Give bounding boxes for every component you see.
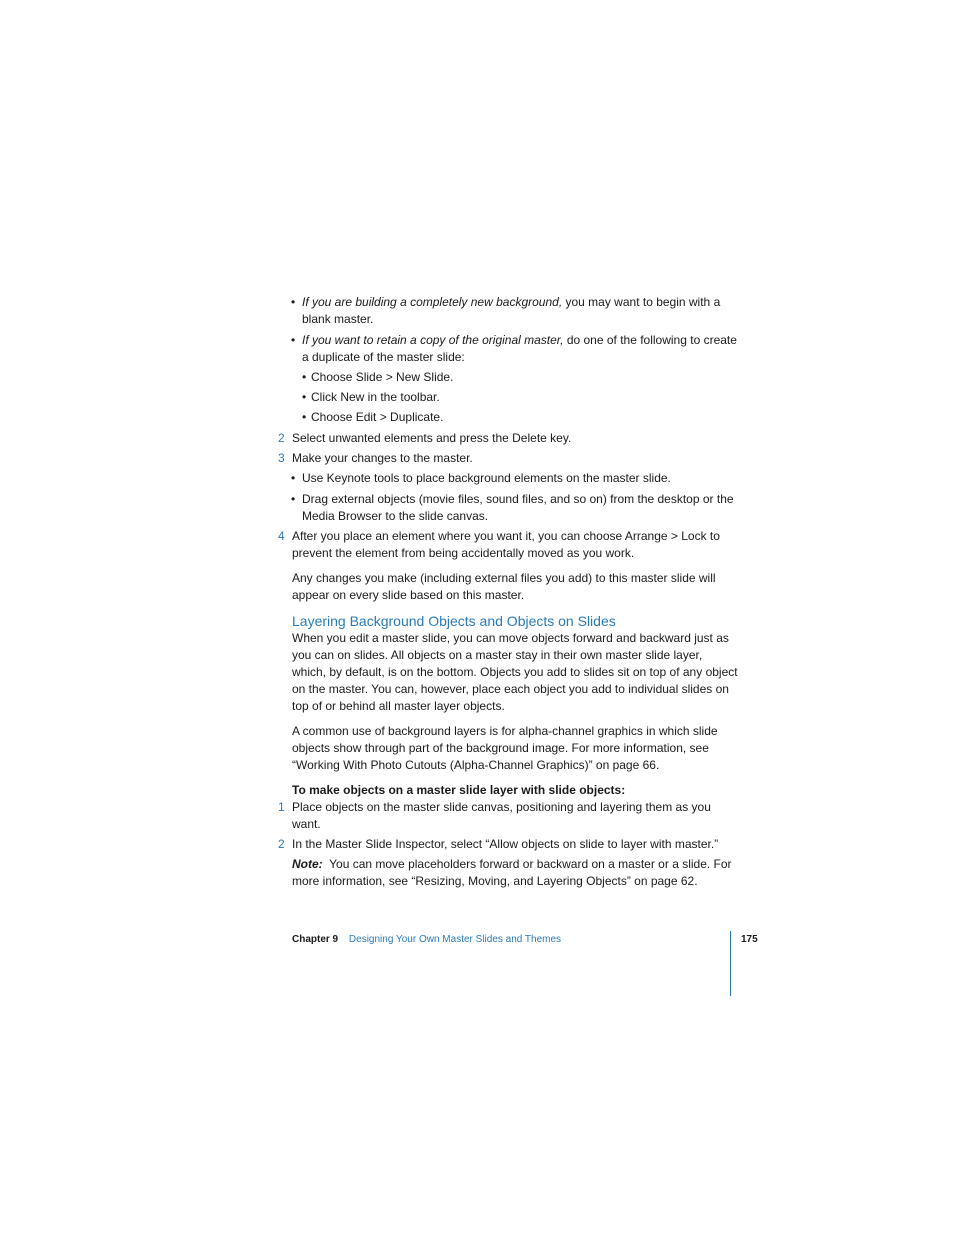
footer-chapter-title: Designing Your Own Master Slides and Themes [348,934,562,945]
step-item [278,528,738,562]
page-footer [292,933,561,947]
footer-divider [730,931,731,996]
step-text: In the Master Slide Inspector, select “Allow objects on slide to layer with master.” [292,837,719,851]
sub-bullet-text: Choose Edit > Duplicate. [311,410,444,424]
bullet-glyph: • [302,390,307,404]
bullet-text: Use Keynote tools to place background elements on the master slide. [302,471,671,485]
list-item [278,332,738,366]
bullet-text: you may want to begin with a blank master. [302,295,721,326]
step-text: After you place an element where you want it, you can choose Arrange > Lock to prevent the element from being accidentally moved as you work. [292,529,720,560]
step-text: Select unwanted elements and press the Delete key. [292,431,572,445]
step-number: 2 [278,837,285,851]
step-number: 3 [278,451,285,465]
step-number: 1 [278,800,285,814]
step-item [278,430,738,447]
note-label: Note: [292,857,323,871]
section-heading: Layering Background Objects and Objects on Slides [292,613,616,629]
bullet-glyph: • [302,410,307,424]
note [278,856,738,890]
list-item [278,491,738,525]
footer-chapter: Chapter 9 [292,934,339,945]
step-number: 2 [278,431,285,445]
list-item [278,470,738,487]
step-text: Place objects on the master slide canvas, positioning and layering them as you want. [292,800,711,831]
step-item [278,450,738,467]
bullet-glyph: • [302,370,307,384]
paragraph: Any changes you make (including external files you add) to this master slide will appear on every slide based on this master. [292,571,716,602]
sub-list-item [278,369,738,386]
step-number: 4 [278,529,285,543]
sub-list-item [278,409,738,426]
page-number: 175 [741,934,758,945]
procedure-title: To make objects on a master slide layer with slide objects: [292,783,626,797]
step-item [278,836,738,853]
sub-list-item [278,389,738,406]
paragraph: A common use of background layers is for alpha-channel graphics in which slide objects show through part of the background image. For more information, see “Working With Photo Cutouts (Alpha-Channel Graphics)” on page 66. [292,724,718,772]
step-text: Make your changes to the master. [292,451,473,465]
bullet-italic: If you are building a completely new background, [302,295,563,309]
note-text: You can move placeholders forward or backward on a master or a slide. For more information, see “Resizing, Moving, and Layering Objects” on page 62. [292,857,735,888]
paragraph: When you edit a master slide, you can move objects forward and backward just as you can on slides. All objects on a master stay in their own master slide layer, which, by default, is on the bottom. Objects you add to slides sit on top of any object on the master. You can, however, place each object you add to individual slides on top of or behind all master layer objects. [292,631,738,713]
bullet-text: do one of the following to create a duplicate of the master slide: [302,333,737,364]
bullet-glyph: • [291,333,296,347]
sub-bullet-text: Choose Slide > New Slide. [311,370,454,384]
sub-bullet-text: Click New in the toolbar. [311,390,440,404]
bullet-glyph: • [291,471,296,485]
bullet-glyph: • [291,295,296,309]
bullet-glyph: • [291,492,296,506]
page-body [278,294,738,890]
bullet-italic: If you want to retain a copy of the original master, [302,333,564,347]
step-item [278,799,738,833]
bullet-text: Drag external objects (movie files, sound files, and so on) from the desktop or the Media Browser to the slide canvas. [302,492,734,523]
list-item [278,294,738,328]
